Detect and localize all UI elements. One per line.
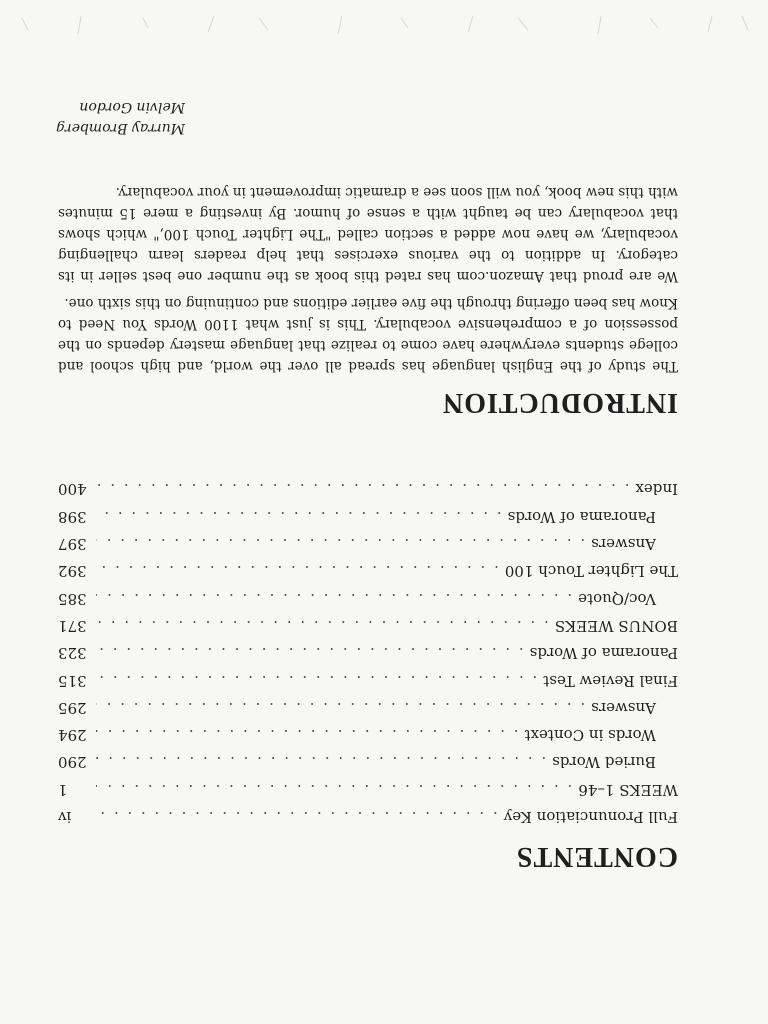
toc-entry (58, 662, 678, 689)
toc-entry-label: Full Pronunciation Key (503, 808, 678, 826)
toc-entry (58, 690, 678, 717)
toc-entry-page: 295 (58, 698, 87, 717)
toc-dot-leader (96, 781, 572, 799)
toc-dot-leader (96, 672, 537, 690)
toc-entry-page: 294 (58, 726, 87, 745)
introduction-heading: INTRODUCTION (441, 387, 678, 418)
toc-entry (58, 799, 678, 826)
scan-noise (0, 0, 768, 40)
toc-entry (58, 635, 678, 662)
toc-entry-label: WEEKS 1–46 (578, 780, 678, 799)
toc-entry (58, 608, 678, 635)
table-of-contents (58, 471, 678, 826)
intro-paragraph-1: The study of the English language has spread all over the world, and high school and college students everywhere have come to realize that language mastery depends on the possession of a comprehensive vocabulary. This is just what 1100 Words You Need to Know has been offering through the five earlier editions and continuing on this sixth one. (58, 295, 678, 374)
toc-entry-label: Answers (591, 698, 656, 717)
intro-paragraph-2: We are proud that Amazon.com has rated this book as the number one best seller in its category. In addition to the various exercises that help readers learn challenging vocabulary, we have now added a section called "The Lighter Touch 100," which shows that vocabulary can be taught with a sense of humor. By investing a mere 15 minutes with this new book, you will soon see a dramatic improvement in your vocabulary. (58, 184, 678, 284)
toc-entry-page: 397 (58, 535, 87, 554)
toc-entry (58, 498, 678, 525)
toc-entry (58, 771, 678, 798)
toc-entry-label: Buried Words (552, 753, 656, 772)
toc-entry (58, 526, 678, 553)
contents-heading: CONTENTS (515, 841, 678, 872)
toc-entry-page: 371 (58, 616, 87, 635)
toc-dot-leader (96, 617, 549, 635)
toc-entry-label: Answers (591, 535, 656, 554)
toc-dot-leader (96, 699, 585, 717)
toc-dot-leader (96, 808, 498, 826)
toc-dot-leader (96, 562, 499, 580)
toc-dot-leader (96, 480, 629, 498)
toc-entry-label: Final Review Test (543, 671, 678, 690)
toc-entry-page: 315 (58, 671, 87, 690)
toc-entry-label: Words in Context (524, 726, 656, 745)
toc-entry (58, 744, 678, 771)
toc-entry-label: BONUS WEEKS (554, 616, 678, 635)
author-signatures (56, 96, 185, 138)
toc-entry-label: Panorama of Words (529, 644, 678, 663)
toc-entry-page: 323 (58, 644, 87, 663)
toc-dot-leader (96, 535, 585, 553)
toc-entry-page: 400 (58, 480, 87, 499)
toc-dot-leader (96, 726, 519, 744)
toc-entry-page: 392 (58, 562, 87, 581)
author-signature-1: Murray Bromberg (56, 120, 186, 136)
toc-entry-label: Panorama of Words (507, 507, 656, 526)
toc-entry-label: The Lighter Touch 100 (504, 562, 678, 581)
toc-dot-leader (96, 644, 524, 662)
toc-entry-page: 290 (58, 753, 87, 772)
toc-entry-page: 1 (58, 780, 68, 799)
toc-dot-leader (96, 590, 572, 608)
author-signature-2: Melvin Gordon (79, 99, 186, 115)
toc-dot-leader (96, 753, 546, 771)
toc-entry-page: 385 (58, 589, 87, 608)
introduction-body (58, 175, 678, 376)
toc-entry-label: Voc/Quote (578, 589, 656, 608)
toc-dot-leader (96, 508, 502, 526)
toc-entry (58, 471, 678, 498)
toc-entry-page: 398 (58, 507, 87, 526)
toc-entry (58, 580, 678, 607)
toc-entry-page: iv (58, 808, 72, 826)
toc-entry (58, 553, 678, 580)
toc-entry-label: Index (635, 480, 678, 499)
toc-entry (58, 717, 678, 744)
